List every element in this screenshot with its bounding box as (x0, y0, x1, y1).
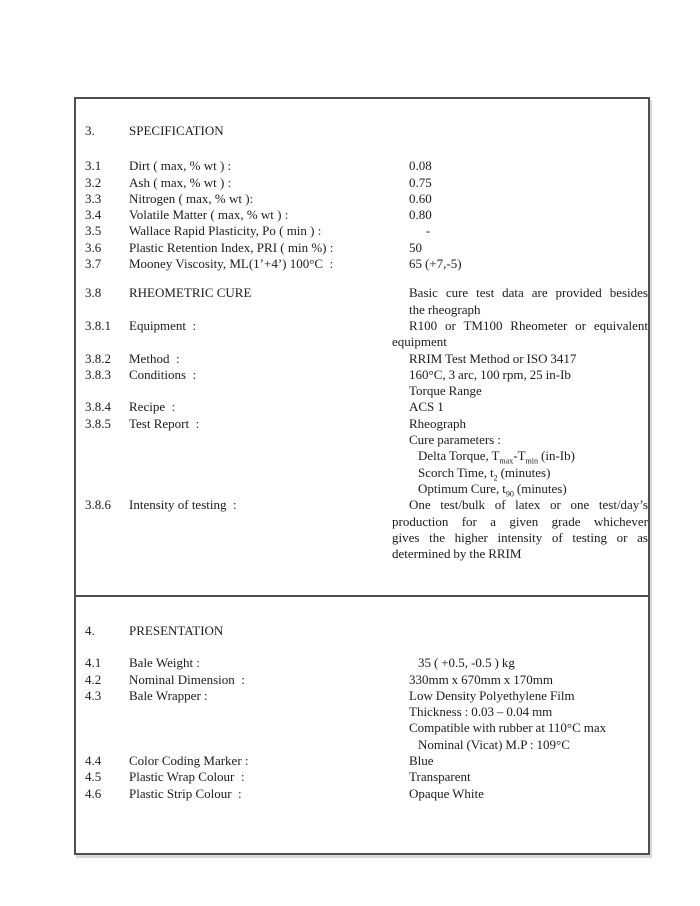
value-line: Rheograph (409, 415, 467, 431)
item-label: Bale Wrapper : (129, 687, 208, 703)
spec-row (76, 240, 648, 256)
section-heading (76, 123, 648, 139)
item-number: 4.6 (85, 785, 102, 801)
value-line: Scorch Time, $t_2$ (minutes) (418, 464, 551, 483)
spec-row (76, 191, 648, 207)
spec-row (76, 672, 648, 688)
item-value (392, 158, 648, 174)
value-line: RRIM Test Method or ISO 3417 (409, 350, 577, 366)
value-line: Optimum Cure, $t_{90}$ (minutes) (418, 480, 567, 499)
item-label: Volatile Matter ( max, % wt ) : (129, 207, 289, 223)
item-value (392, 786, 648, 802)
section-title: SPECIFICATION (129, 123, 224, 138)
item-value (392, 207, 648, 223)
item-value (392, 351, 648, 367)
spec-row (76, 367, 648, 400)
spec-row (76, 497, 648, 562)
item-number: 3.5 (85, 223, 102, 239)
item-number: 3.8.2 (85, 350, 111, 366)
item-label: Conditions : (129, 366, 197, 382)
item-label: Wallace Rapid Plasticity, Po ( min ) : (129, 223, 322, 239)
item-number: 3.6 (85, 239, 102, 255)
item-value (392, 753, 648, 769)
spec-row (76, 655, 648, 671)
section-heading (76, 623, 648, 639)
item-value (392, 399, 648, 415)
spec-row (76, 688, 648, 753)
section-number: 4. (85, 623, 95, 638)
value-line: Compatible with rubber at 110°C max (409, 720, 607, 736)
spec-row (76, 351, 648, 367)
item-label: RHEOMETRIC CURE (129, 285, 252, 301)
section-specification (76, 123, 648, 597)
spec-row (76, 318, 648, 351)
value-line: determined by the RRIM (392, 546, 522, 562)
value-line: Blue (409, 753, 434, 769)
value-line: Torque Range (409, 383, 482, 399)
item-label: Recipe : (129, 399, 176, 415)
spec-row (76, 786, 648, 802)
value-line: 50 (409, 239, 422, 255)
value-line: R100 or TM100 Rheometer or equivalent (409, 317, 648, 333)
item-label: Plastic Retention Index, PRI ( min %) : (129, 239, 334, 255)
spec-row (76, 256, 648, 272)
item-number: 3.8.6 (85, 497, 111, 513)
item-number: 4.1 (85, 655, 102, 671)
item-number: 3.8 (85, 285, 102, 301)
item-label: Plastic Strip Colour : (129, 785, 242, 801)
item-number: 3.8.3 (85, 366, 111, 382)
item-number: 3.2 (85, 174, 102, 190)
value-line: 35 ( +0.5, -0.5 ) kg (418, 655, 515, 671)
item-value (392, 318, 648, 351)
spec-row (76, 416, 648, 497)
item-label: Intensity of testing : (129, 497, 237, 513)
item-number: 3.8.1 (85, 317, 111, 333)
item-label: Plastic Wrap Colour : (129, 769, 245, 785)
value-line: gives the higher intensity of testing or as (392, 529, 648, 545)
value-line: Nominal (Vicat) M.P : 109°C (418, 736, 570, 752)
value-line: 0.60 (409, 190, 432, 206)
item-label: Nominal Dimension : (129, 671, 245, 687)
item-number: 4.5 (85, 769, 102, 785)
value-line: 65 (+7,-5) (409, 256, 462, 272)
value-line: Thickness : 0.03 – 0.04 mm (409, 704, 553, 720)
spec-row (76, 399, 648, 415)
item-value (392, 191, 648, 207)
item-label: Nitrogen ( max, % wt ): (129, 190, 254, 206)
section-title: PRESENTATION (129, 623, 224, 638)
item-number: 3.1 (85, 158, 102, 174)
spec-row (76, 207, 648, 223)
value-line: the rheograph (409, 301, 481, 317)
section-presentation (76, 623, 648, 905)
value-line: 330mm x 670mm x 170mm (409, 671, 553, 687)
item-value (392, 688, 648, 753)
spec-row (76, 175, 648, 191)
item-number: 4.2 (85, 671, 102, 687)
item-value (392, 175, 648, 191)
value-line: production for a given grade whichever (392, 513, 648, 529)
item-number: 3.7 (85, 256, 102, 272)
item-value (392, 769, 648, 785)
item-label: Bale Weight : (129, 655, 200, 671)
item-value (392, 672, 648, 688)
item-label: Dirt ( max, % wt ) : (129, 158, 232, 174)
item-number: 3.4 (85, 207, 102, 223)
item-value (392, 223, 648, 239)
item-value (392, 367, 648, 400)
value-line: Delta Torque, $T_{max}-T_{min}$ (in-Ib) (418, 448, 575, 466)
value-line: 0.80 (409, 207, 432, 223)
spec-row (76, 223, 648, 239)
spec-row (76, 769, 648, 785)
item-value (392, 240, 648, 256)
spec-row (76, 158, 648, 174)
item-value (392, 285, 648, 318)
spec-row (76, 753, 648, 769)
item-value (392, 416, 648, 497)
item-value (392, 256, 648, 272)
document-frame (74, 97, 650, 855)
value-line: Basic cure test data are provided besides (409, 285, 648, 301)
item-label: Method : (129, 350, 180, 366)
value-line: 160°C, 3 arc, 100 rpm, 25 in-Ib (409, 366, 571, 382)
item-label: Color Coding Marker : (129, 753, 249, 769)
item-value (392, 497, 648, 562)
item-label: Ash ( max, % wt ) : (129, 174, 232, 190)
value-line: One test/bulk of latex or one test/day’s (409, 497, 648, 513)
value-line: Cure parameters : (409, 432, 501, 448)
specification-rows (76, 158, 648, 562)
value-line: Low Density Polyethylene Film (409, 687, 575, 703)
value-line: 0.75 (409, 174, 432, 190)
value-line: Opaque White (409, 785, 484, 801)
value-line: equipment (392, 334, 447, 350)
item-label: Equipment : (129, 317, 197, 333)
value-line: - (426, 223, 431, 239)
section-number: 3. (85, 123, 95, 138)
spec-row (76, 285, 648, 318)
item-number: 4.3 (85, 687, 102, 703)
item-label: Test Report : (129, 415, 200, 431)
value-line: ACS 1 (409, 399, 444, 415)
presentation-rows (76, 655, 648, 802)
value-line: Transparent (409, 769, 471, 785)
item-number: 3.3 (85, 190, 102, 206)
item-number: 4.4 (85, 753, 102, 769)
item-value (392, 655, 648, 671)
item-label: Mooney Viscosity, ML(1’+4’) 100°C : (129, 256, 334, 272)
item-number: 3.8.5 (85, 415, 111, 431)
value-line: 0.08 (409, 158, 432, 174)
item-number: 3.8.4 (85, 399, 111, 415)
